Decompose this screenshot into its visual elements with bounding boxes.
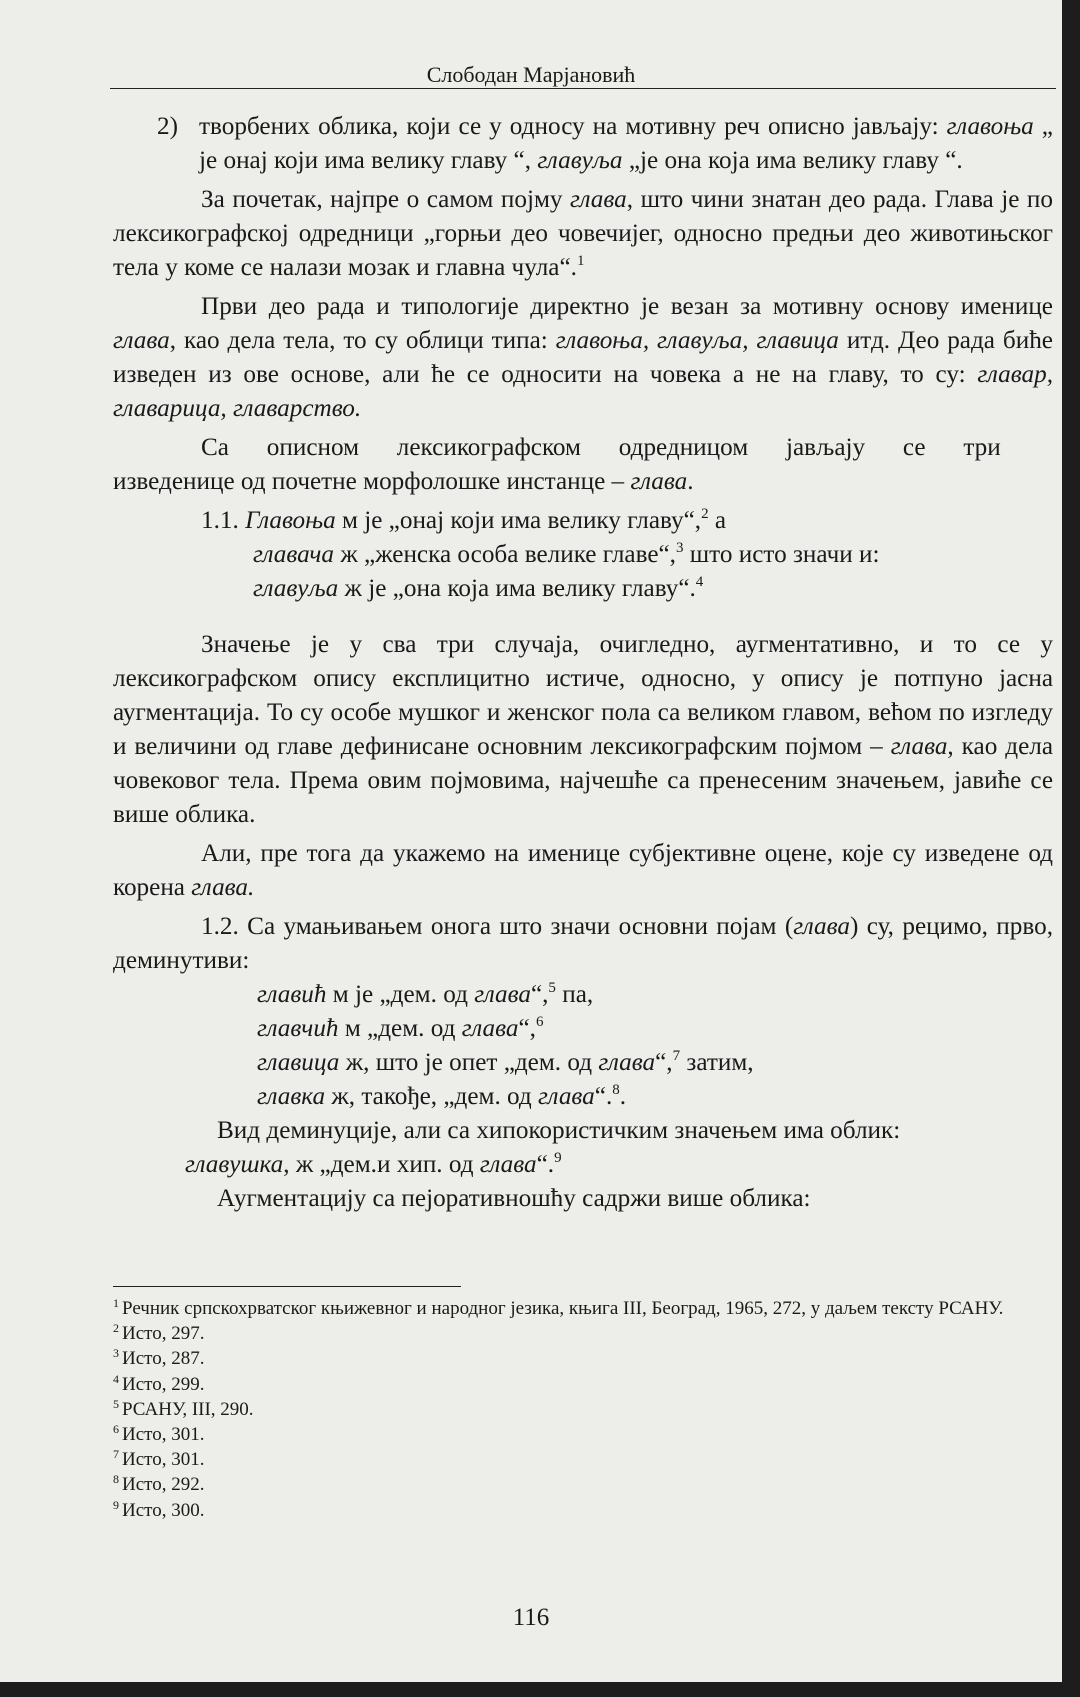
footnote: $^7$ Исто, 301.	[113, 1447, 205, 1471]
section-1-1-line2: главача ж „женска особа велике главе“,$^3$ што исто значи и:	[253, 540, 880, 568]
paragraph-hypocoristic-example: главушка, ж „дем.и хип. од глава“.$^9$	[185, 1150, 562, 1178]
page-number: 116	[512, 1604, 550, 1631]
paragraph-subjective-nouns: Али, пре тога да укажемо на именице субјективне оцене, које су изведене од корена глава.	[113, 840, 1053, 901]
paragraph-glava-definition: За почетак, најпре о самом појму глава, што чини знатан део рада. Глава је по лексикографској одредници „горњи део човечијег, односно предњи део животињског тела у коме се налази мозак и главна чула“.$^1$	[113, 186, 1054, 281]
section-1-2: 1.2. Са умањивањем онога што значи основни појам (глава) су, рецимо, прво, деминутиви:	[113, 913, 1053, 974]
footnote: $^1$ Речник српскохрватског књижевног и народног језика, књига III, Београд, 1965, 272, у даљем тексту РСАНУ.	[113, 1296, 1004, 1319]
paragraph-augmentation-pejorative: Аугментацију са пејоративношћу садржи више облика:	[217, 1185, 811, 1212]
footnote: $^9$ Исто, 300.	[113, 1497, 205, 1521]
diminutive-glavica: главица ж, што је опет „дем. од глава“,$^7$ затим,	[257, 1048, 754, 1076]
footnote: $^3$ Исто, 287.	[113, 1346, 205, 1370]
footnotes	[113, 1296, 1053, 1523]
section-1-1-line1: 1.1. Главоња м је „онај који има велику главу“,$^2$ а	[201, 506, 727, 534]
footnote: $^4$ Исто, 299.	[113, 1371, 205, 1395]
footnote: $^2$ Исто, 297.	[113, 1321, 205, 1345]
list-number: 2)	[157, 113, 178, 140]
list-item-2: 2) творбених облика, који се у односу на мотивну реч описно јављају: главоња „ је онај који има велику главу “, главуља „је она која има велику главу “.	[113, 110, 1053, 178]
diminutive-glavcic: главчић м „дем. од глава“,$^6$	[257, 1014, 544, 1042]
footnote: $^8$ Исто, 292.	[113, 1472, 205, 1496]
paragraph-three-derivatives: Са описном лексикографском одредницом јављају се три	[201, 434, 1001, 461]
paragraph-first-part: Први део рада и типологије директно је везан за мотивну основу именице глава, као дела тела, то су облици типа: главоња, главуља, главица итд. Део рада биће изведен из ове основе, али ће се односити на човека а не на главу, то су: главар, главарица, главарство.	[113, 293, 1053, 422]
footnote: $^5$ РСАНУ, III, 290.	[113, 1396, 254, 1420]
footnote-rule	[113, 1286, 461, 1287]
body-text	[113, 110, 1053, 1216]
paragraph-augmentative-meaning: Значење је у сва три случаја, очигледно, аугментативно, и то се у лексикографском опису експлицитно истиче, односно, у опису је потпуно јасна аугментација. То су особе мушког и женског пола са великом главом, већом по изгледу и величини од главе дефинисане основним лексикографским појмом – глава, као дела човековог тела. Према овим појмовима, најчешће са пренесеним значењем, јавиће се више облика.	[113, 631, 1053, 828]
section-1-1-line3: главуља ж је „она која има велику главу“.$^4$	[253, 574, 704, 602]
running-header: Слободан Марјановић	[426, 62, 636, 87]
footnote: $^6$ Исто, 301.	[113, 1422, 205, 1446]
diminutive-glavic: главић м је „дем. од глава“,$^5$ па,	[257, 980, 594, 1008]
header-rule	[110, 88, 1056, 89]
footnote-ref: 1	[576, 253, 585, 269]
paragraph-hypocoristic: Вид деминуције, али са хипокористичким значењем има облик:	[217, 1117, 901, 1144]
paragraph-three-derivatives-cont: изведенице од почетне морфолошке инстанце – глава.	[113, 468, 694, 495]
diminutive-glavka: главка ж, такође, „дем. од глава“.$^8$.	[257, 1082, 627, 1110]
